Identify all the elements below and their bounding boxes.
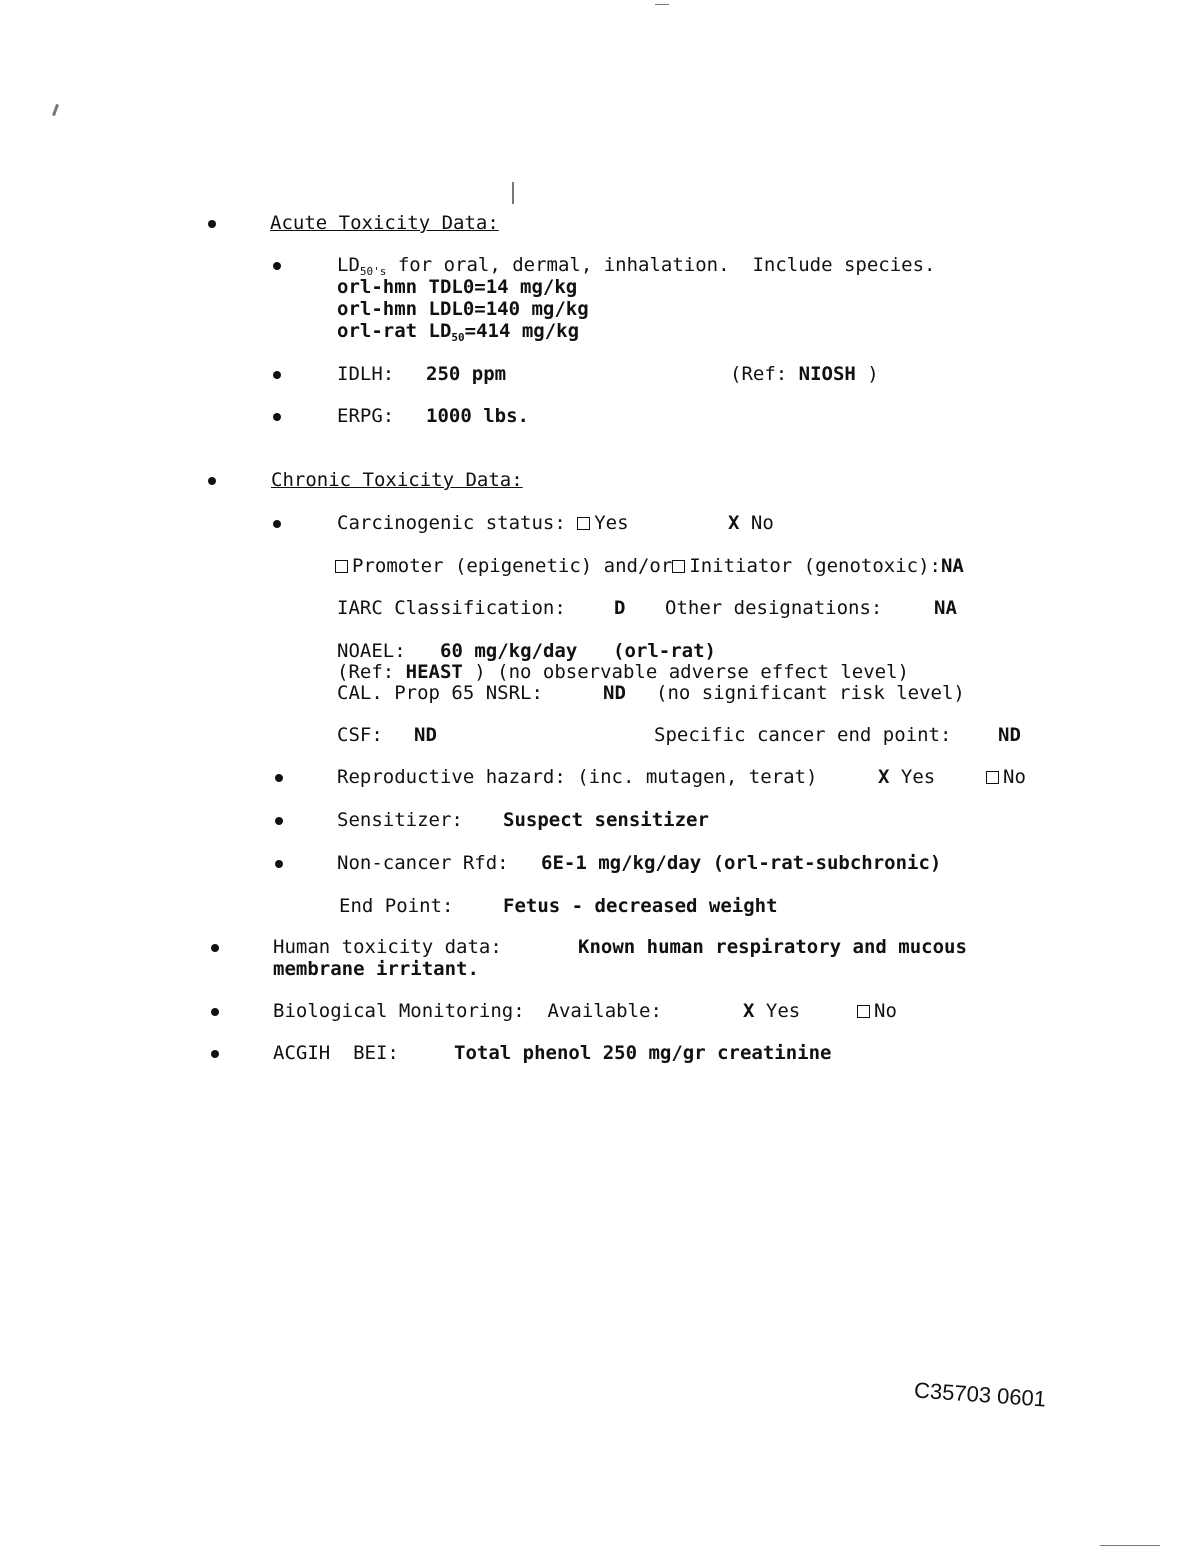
checkbox-icon: [577, 517, 590, 530]
idlh-value: 250 ppm: [426, 363, 507, 385]
repro-no-option: [986, 766, 1026, 788]
rfd-label: Non-cancer Rfd:: [337, 852, 509, 874]
bullet: [273, 262, 281, 270]
human-value-2: membrane irritant.: [273, 958, 479, 980]
ld50-intro-text: for oral, dermal, inhalation. Include species.: [386, 254, 936, 276]
checkbox-icon: [672, 560, 685, 573]
carc-label: Carcinogenic status:: [337, 512, 566, 534]
end-point-label: End Point:: [339, 895, 454, 917]
bullet: [208, 477, 216, 485]
iarc-label: IARC Classification:: [337, 597, 566, 619]
bullet: [275, 774, 283, 782]
line3-value: =414 mg/kg: [464, 320, 580, 342]
checkbox-icon: [857, 1005, 870, 1018]
bullet: [211, 944, 219, 952]
initiator-text: Initiator (genotoxic):: [689, 555, 941, 577]
promoter-initiator: [335, 555, 964, 577]
ref-rest: ) (no observable adverse effect level): [462, 661, 909, 683]
ref-label: (Ref:: [337, 661, 406, 683]
acute-heading: Acute Toxicity Data:: [270, 212, 499, 234]
endpoint-label: Specific cancer end point:: [654, 724, 952, 746]
noael-ref: [337, 661, 909, 683]
scan-mark: [655, 4, 669, 5]
bullet: [273, 413, 281, 421]
line3-prefix: orl-rat LD: [337, 320, 452, 342]
biomon-no: No: [874, 1000, 897, 1022]
document-id-stamp: C35703 0601: [913, 1377, 1047, 1412]
repro-no: No: [1003, 766, 1026, 788]
scan-mark: [1100, 1545, 1160, 1546]
tox-line-3: [337, 320, 579, 349]
rfd-value: 6E-1 mg/kg/day (orl-rat-subchronic): [541, 852, 942, 874]
bullet: [275, 817, 283, 825]
idlh-ref-close: ): [855, 363, 879, 385]
chronic-heading: Chronic Toxicity Data:: [271, 469, 523, 491]
bullet: [273, 520, 281, 528]
scan-mark: [52, 104, 59, 116]
line3-subscript: 50: [451, 331, 465, 344]
idlh-ref: [730, 363, 879, 385]
biomon-no-option: [857, 1000, 897, 1022]
check-mark: X: [878, 766, 890, 788]
carc-no-option: [728, 512, 774, 534]
ref-value: HEAST: [405, 661, 463, 683]
nsrl-label: CAL. Prop 65 NSRL:: [337, 682, 543, 704]
iarc-value: D: [614, 597, 626, 619]
csf-label: CSF:: [337, 724, 383, 746]
bei-value: Total phenol 250 mg/gr creatinine: [454, 1042, 832, 1064]
bullet: [211, 1050, 219, 1058]
noael-label: NOAEL:: [337, 640, 406, 662]
bullet: [208, 220, 216, 228]
biomon-yes-option: [743, 1000, 800, 1022]
repro-label: Reproductive hazard: (inc. mutagen, terat): [337, 766, 818, 788]
scan-mark: [512, 182, 514, 204]
noael-species: (orl-rat): [613, 640, 716, 662]
repro-yes: Yes: [900, 766, 936, 788]
ld50-subscript: 50's: [359, 265, 387, 278]
repro-yes-option: [878, 766, 935, 788]
ld50-prefix: LD: [337, 254, 360, 276]
idlh-ref-label: (Ref:: [730, 363, 799, 385]
idlh-label: IDLH:: [337, 363, 395, 385]
sensitizer-value: Suspect sensitizer: [503, 809, 709, 831]
csf-value: ND: [414, 724, 437, 746]
tox-line-2: orl-hmn LDL0=140 mg/kg: [337, 298, 589, 320]
erpg-value: 1000 lbs.: [426, 405, 529, 427]
human-label: Human toxicity data:: [273, 936, 502, 958]
initiator-value: NA: [940, 555, 964, 577]
idlh-ref-value: NIOSH: [798, 363, 856, 385]
erpg-label: ERPG:: [337, 405, 395, 427]
bei-label: ACGIH BEI:: [273, 1042, 399, 1064]
endpoint-value: ND: [998, 724, 1021, 746]
biomon-label: Biological Monitoring: Available:: [273, 1000, 662, 1022]
biomon-yes: Yes: [765, 1000, 801, 1022]
check-mark: X: [743, 1000, 755, 1022]
other-label: Other designations:: [665, 597, 883, 619]
sensitizer-label: Sensitizer:: [337, 809, 463, 831]
carcinogenic-status: [337, 512, 629, 534]
tox-line-1: orl-hmn TDL0=14 mg/kg: [337, 276, 578, 298]
nsrl-note: (no significant risk level): [656, 682, 965, 704]
checkbox-icon: [986, 771, 999, 784]
promoter-text: Promoter (epigenetic) and/or: [352, 555, 673, 577]
end-point-value: Fetus - decreased weight: [503, 895, 778, 917]
carc-yes: Yes: [594, 512, 629, 534]
check-mark: X: [728, 512, 740, 534]
bullet: [275, 860, 283, 868]
bullet: [273, 371, 281, 379]
carc-no: No: [750, 512, 774, 534]
other-value: NA: [934, 597, 957, 619]
human-value-1: Known human respiratory and mucous: [578, 936, 967, 958]
bullet: [211, 1008, 219, 1016]
checkbox-icon: [335, 560, 348, 573]
noael-value: 60 mg/kg/day: [440, 640, 578, 662]
nsrl-value: ND: [603, 682, 626, 704]
